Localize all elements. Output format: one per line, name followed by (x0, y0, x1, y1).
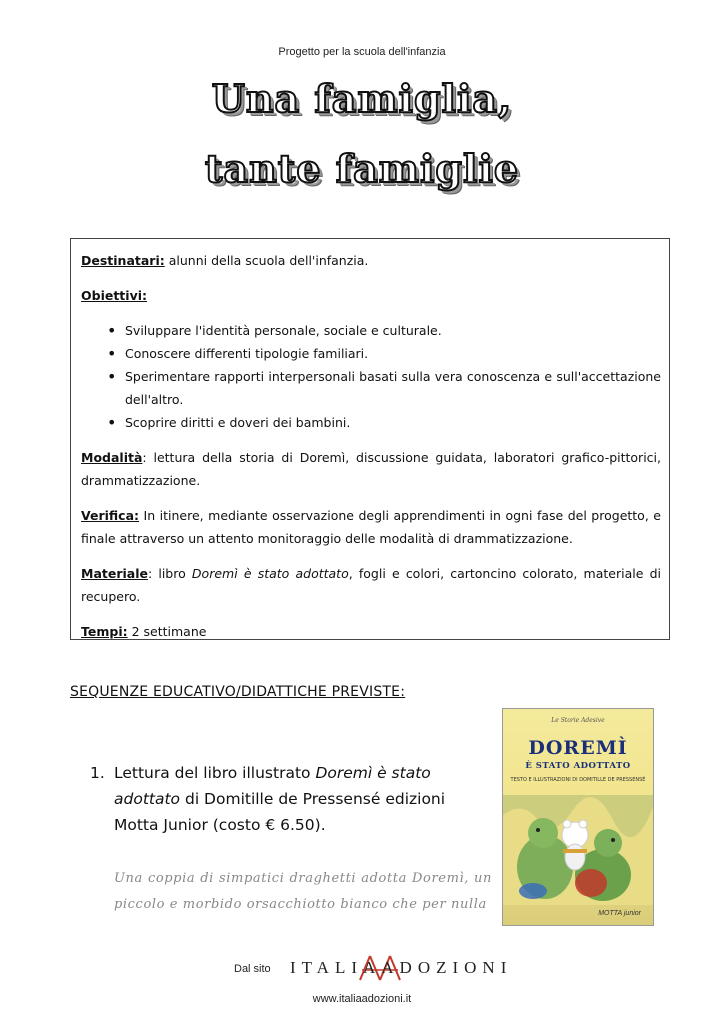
logo-text: ITALIAADOZIONI (290, 958, 513, 977)
step-1-post: di Domitille de Pressensé edizioni Motta Junior (costo € 6.50). (114, 790, 446, 834)
materiale-label: Materiale (81, 566, 148, 581)
title-line-2: tante famiglie (205, 146, 519, 191)
book-cover-image (502, 708, 654, 926)
tempi-row (81, 620, 661, 643)
footer-url[interactable]: www.italiaadozioni.it (312, 993, 412, 1005)
verifica-label: Verifica: (81, 508, 140, 523)
verifica-text: In itinere, mediante osservazione degli apprendimenti in ogni fase del progetto, e finale attraverso un attento monitoraggio delle modalità di drammatizzazione. (81, 508, 661, 546)
cover-series: Le Storie Adesive (551, 717, 605, 724)
destinatari-row (81, 249, 661, 272)
obiettivi-label: Obiettivi: (81, 288, 148, 303)
modalita-row (81, 446, 661, 492)
tempi-text: 2 settimane (131, 624, 207, 639)
modalita-text: : lettura della storia di Doremì, discussione guidata, laboratori grafico-pittorici, drammatizzazione. (81, 450, 661, 488)
modalita-label: Modalità (81, 450, 143, 465)
obiettivo-item: • Sviluppare l'identità personale, sociale e culturale. (125, 319, 661, 342)
obiettivi-row (81, 284, 661, 307)
destinatari-text: alunni della scuola dell'infanzia. (168, 253, 369, 268)
obiettivo-item: • Sperimentare rapporti interpersonali basati sulla vera conoscenza e sull'accettazione dell'altro. (125, 365, 661, 411)
verifica-row (81, 504, 661, 550)
destinatari-label: Destinatari: (81, 253, 165, 268)
obiettivo-item: • Conoscere differenti tipologie familiari. (125, 342, 661, 365)
step-1-book-title: Doremì è stato adottato (114, 764, 431, 808)
cover-publisher: MOTTA junior (598, 910, 641, 917)
step-1-number: 1. (90, 764, 105, 782)
obiettivo-item: • Scoprire diritti e doveri dei bambini. (125, 411, 661, 434)
materiale-post: , fogli e colori, cartoncino colorato, materiale di recupero. (81, 566, 661, 604)
cover-subtitle: È STATO ADOTTATO (525, 761, 631, 771)
materiale-row (81, 562, 661, 608)
cover-illustration (503, 795, 653, 905)
cover-title: DOREMÌ (528, 737, 628, 759)
footer-from: Dal sito (234, 963, 271, 975)
project-info-box (70, 238, 670, 640)
materiale-book-title: Doremì è stato adottato (191, 566, 349, 581)
title-line-1: Una famiglia, (211, 76, 513, 121)
book-excerpt: Una coppia di simpatici draghetti adotta Doremì, un piccolo e morbido orsacchiotto bianco che per nulla (114, 871, 492, 912)
step-1 (90, 760, 490, 838)
italiaadozioni-logo (290, 950, 513, 984)
header-note: Progetto per la scuola dell'infanzia (278, 46, 446, 58)
tempi-label: Tempi: (81, 624, 128, 639)
cover-credit: TESTO E ILLUSTRAZIONI DI DOMITILLE DE PRESSENSÉ (510, 777, 646, 783)
step-1-text (90, 760, 490, 838)
sequence-heading: SEQUENZE EDUCATIVO/DIDATTICHE PREVISTE: (70, 684, 406, 700)
step-1-pre: Lettura del libro illustrato (114, 764, 316, 782)
materiale-pre: : libro (147, 566, 192, 581)
obiettivi-list (81, 319, 661, 434)
